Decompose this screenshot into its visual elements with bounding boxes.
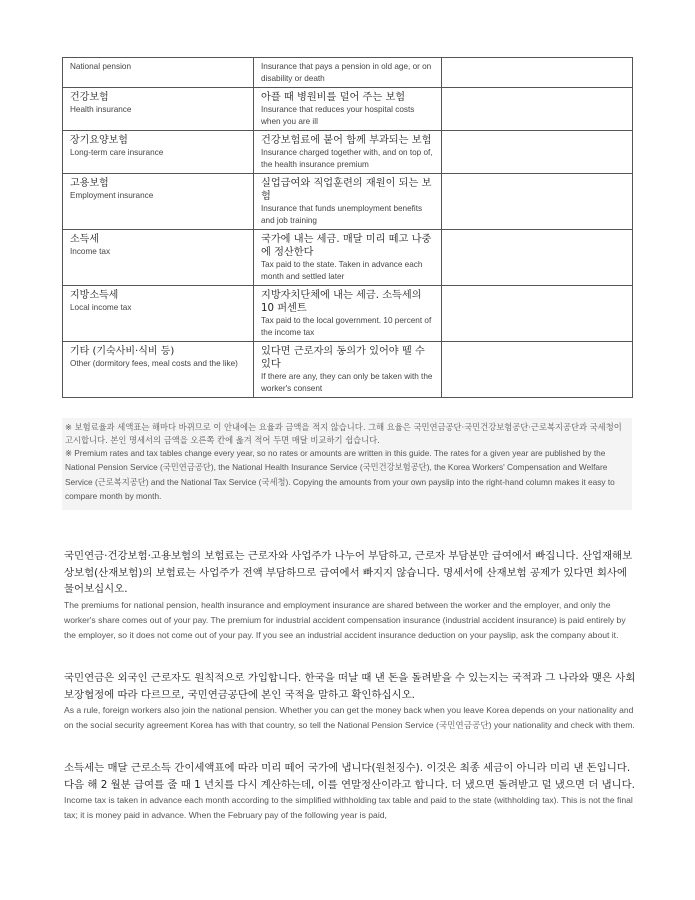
deduction-description-cell (254, 286, 442, 342)
deduction-description-cell (254, 174, 442, 230)
deduction-row (63, 58, 633, 88)
deduction-description-korean: 있다면 근로자의 동의가 있어야 뗄 수 있다 (261, 346, 425, 370)
deduction-name-english: Employment insurance (70, 191, 154, 200)
deduction-row (63, 88, 633, 131)
deduction-amount-cell (442, 342, 633, 398)
deduction-name-english: Other (dormitory fees, meal costs and the like) (70, 359, 238, 368)
deduction-name-cell (63, 58, 254, 88)
deduction-name-korean: 장기요양보험 (70, 135, 128, 146)
deduction-description-korean: 국가에 내는 세금. 매달 미리 떼고 나중에 정산한다 (261, 234, 432, 258)
deduction-name-cell (63, 286, 254, 342)
deduction-amount-cell (442, 58, 633, 88)
deduction-amount-cell (442, 131, 633, 174)
deduction-description-korean: 건강보험료에 붙어 함께 부과되는 보험 (261, 135, 432, 146)
paragraph-english: The premiums for national pension, health insurance and employment insurance are shared between the worker and the employer, and only the worker's share comes out of your pay. The premium for industrial accident compensation insurance (industrial accident insurance) is paid entirely by the employer, so it does not come out of your pay. If you see an industrial accident insurance deduction on your payslip, ask the company about it. (64, 599, 626, 640)
deductions-table-body (63, 58, 633, 398)
paragraph-insurance-sharing (64, 548, 636, 643)
deduction-name-korean: 기타 (기숙사비·식비 등) (70, 346, 175, 357)
deduction-description-english: If there are any, they can only be taken with the worker's consent (261, 372, 433, 393)
paragraph-korean: 국민연금은 외국인 근로자도 원칙적으로 가입합니다. 한국을 떠날 때 낸 돈을 돌려받을 수 있는지는 국적과 그 나라와 맺은 사회보장협정에 따라 다르므로, 국민연금공단에 본인 국적을 말하고 확인하십시오. (64, 672, 636, 701)
deduction-name-korean: 소득세 (70, 234, 99, 245)
deduction-name-cell (63, 230, 254, 286)
paragraph-korean: 국민연금·건강보험·고용보험의 보험료는 근로자와 사업주가 나누어 부담하고, 근로자 부담분만 급여에서 빠집니다. 산업재해보상보험(산재보험)의 보험료는 사업주가 전액 부담하므로 급여에서 빠지지 않습니다. 명세서에 산재보험 공제가 있다면 회사에 물어보십시오. (64, 550, 633, 595)
deduction-row (63, 174, 633, 230)
deduction-name-english: Income tax (70, 247, 111, 256)
deduction-row (63, 342, 633, 398)
deduction-description-cell (254, 131, 442, 174)
deduction-description-english: Insurance charged together with, and on top of, the health insurance premium (261, 148, 433, 169)
deduction-row (63, 131, 633, 174)
paragraph-income-tax (64, 760, 636, 823)
deduction-name-english: National pension (70, 62, 131, 71)
deduction-name-korean: 고용보험 (70, 178, 109, 189)
deduction-description-korean: 실업급여와 직업훈련의 재원이 되는 보험 (261, 178, 432, 202)
deduction-description-cell (254, 88, 442, 131)
deduction-description-english: Tax paid to the local government. 10 percent of the income tax (261, 316, 432, 337)
deduction-description-english: Insurance that pays a pension in old age, or on disability or death (261, 62, 432, 83)
paragraph-english: As a rule, foreign workers also join the national pension. Whether you can get the money back when you leave Korea depends on your nationality and on the social security agreement Korea has with that country, so tell the National Pension Service (국민연금공단) your nationality and check with them. (64, 705, 635, 731)
deductions-table (62, 57, 633, 398)
deduction-name-english: Health insurance (70, 105, 132, 114)
deduction-description-cell (254, 342, 442, 398)
deduction-description-korean: 지방자치단체에 내는 세금. 소득세의 10 퍼센트 (261, 290, 422, 314)
paragraph-korean: 소득세는 매달 근로소득 간이세액표에 따라 미리 떼어 국가에 냅니다(원천징수). 이것은 최종 세금이 아니라 미리 낸 돈입니다. 다음 해 2 월분 급여를 줄 때 1 년치를 다시 계산하는데, 이를 연말정산이라고 합니다. 더 냈으면 돌려받고 덜 냈으면 더 냅니다. (64, 762, 635, 791)
deduction-name-english: Local income tax (70, 303, 132, 312)
deduction-name-english: Long-term care insurance (70, 148, 164, 157)
deduction-description-english: Tax paid to the state. Taken in advance each month and settled later (261, 260, 423, 281)
deduction-description-english: Insurance that funds unemployment benefits and job training (261, 204, 423, 225)
deduction-name-korean: 건강보험 (70, 92, 109, 103)
deduction-name-cell (63, 174, 254, 230)
deduction-row (63, 286, 633, 342)
deduction-amount-cell (442, 286, 633, 342)
deduction-amount-cell (442, 174, 633, 230)
deduction-name-cell (63, 342, 254, 398)
deduction-description-english: Insurance that reduces your hospital costs when you are ill (261, 105, 415, 126)
deduction-row (63, 230, 633, 286)
paragraph-national-pension (64, 670, 636, 733)
deduction-amount-cell (442, 88, 633, 131)
note-english: ※ Premium rates and tax tables change every year, so no rates or amounts are written in this guide. The rates for a given year are published by the National Pension Service (국민연금공단), the National Health Insurance Service (국민건강보험공단), the Korea Workers' Compensation and Welfare Service (근로복지공단) and the National Tax Service (국세청). Copying the amounts from your own payslip into the right-hand column makes it easy to compare month by month. (65, 448, 615, 502)
paragraph-english: Income tax is taken in advance each month according to the simplified withholding tax table and paid to the state (withholding tax). This is not the final tax; it is money paid in advance. When the February pay of the following year is paid, (64, 795, 633, 821)
note-korean: ※ 보험료율과 세액표는 해마다 바뀌므로 이 안내에는 요율과 금액을 적지 않습니다. 그해 요율은 국민연금공단·국민건강보험공단·근로복지공단과 국세청이 고시합니다. 본인 명세서의 금액을 오른쪽 칸에 옮겨 적어 두면 매달 비교하기 쉽습니다. (65, 422, 622, 445)
deduction-description-korean: 아플 때 병원비를 덜어 주는 보험 (261, 92, 406, 103)
deduction-name-cell (63, 88, 254, 131)
note-box (62, 418, 632, 510)
deduction-amount-cell (442, 230, 633, 286)
deduction-description-cell (254, 58, 442, 88)
deduction-name-korean: 지방소득세 (70, 290, 119, 301)
deduction-name-cell (63, 131, 254, 174)
deduction-description-cell (254, 230, 442, 286)
